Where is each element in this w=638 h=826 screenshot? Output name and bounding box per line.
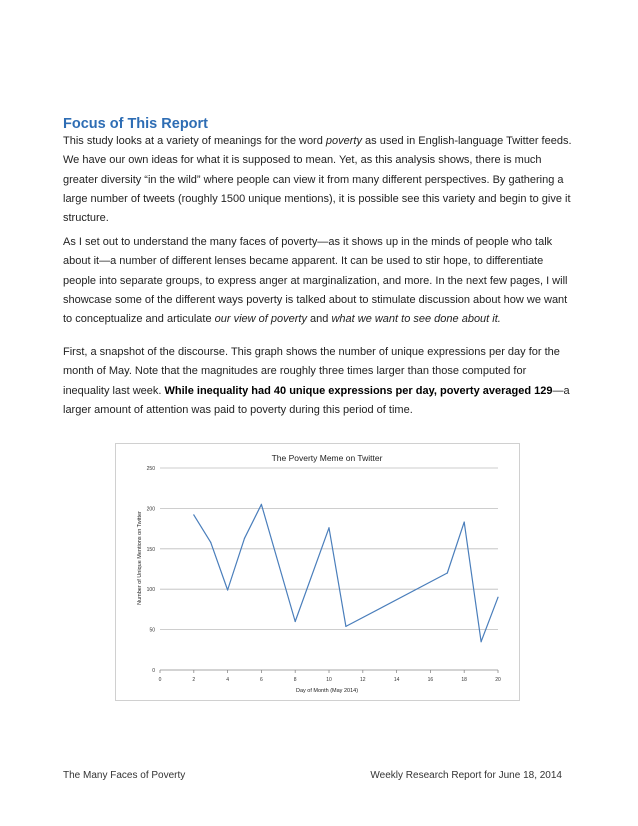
axes bbox=[160, 670, 498, 673]
data-point bbox=[328, 527, 329, 528]
data-point bbox=[447, 572, 448, 573]
emphasis-view-of-poverty: our view of poverty bbox=[214, 313, 307, 326]
x-tick-label: 14 bbox=[393, 677, 400, 683]
data-point bbox=[497, 597, 498, 598]
text-run: and bbox=[306, 313, 332, 326]
x-tick-label: 10 bbox=[326, 677, 332, 683]
data-point bbox=[345, 626, 346, 627]
text-run: as used in English-language Twitter feeds. We have our own ideas for what it is supposed to mean. Yet, as this analysis shows, there is much greater diversity “in the wild” where people can view it from many different perspectives. By gathering a large number of tweets (roughly 1500 unique mentions), it is possible see this variety and begin to give it structure. bbox=[63, 135, 572, 225]
bold-comparison: While inequality had 40 unique expressions per day, poverty averaged 129 bbox=[164, 384, 553, 397]
section-heading: Focus of This Report bbox=[63, 116, 208, 132]
emphasis-what-done: what we want to see done about it. bbox=[331, 313, 501, 326]
footer-report-date: Weekly Research Report for June 18, 2014 bbox=[370, 770, 562, 781]
chart-title: The Poverty Meme on Twitter bbox=[271, 453, 383, 463]
series-line-mentions bbox=[194, 504, 498, 641]
paragraph-lenses bbox=[63, 233, 575, 329]
text-run: —a larger amount of attention was paid to poverty during this period of time. bbox=[63, 384, 570, 416]
y-tick-label: 100 bbox=[146, 587, 155, 594]
x-tick-label: 2 bbox=[192, 677, 196, 683]
text-run: As I set out to understand the many faces of poverty—as it shows up in the minds of people who talk about it—a number of different lenses became apparent. It can be used to stir hope, to differentiate people into separate groups, to express anger at marginalization, and more. In the next few pages, I will showcase some of the different ways poverty is talked about to stimulate discussion about how we want to conceptualize and articulate bbox=[63, 236, 568, 326]
x-tick-label: 4 bbox=[226, 677, 229, 683]
chart-canvas bbox=[116, 444, 519, 700]
data-point bbox=[210, 542, 211, 543]
data-point bbox=[481, 641, 482, 642]
poverty-line-chart bbox=[115, 443, 520, 701]
paragraph-snapshot bbox=[63, 343, 575, 420]
data-point bbox=[295, 621, 296, 622]
x-tick-label: 6 bbox=[260, 677, 263, 683]
y-tick-label: 200 bbox=[146, 506, 155, 513]
footer-report-title: The Many Faces of Poverty bbox=[63, 770, 186, 781]
y-tick-label: 0 bbox=[152, 668, 155, 674]
x-tick-label: 18 bbox=[461, 677, 467, 683]
data-point bbox=[261, 504, 262, 505]
text-run: First, a snapshot of the discourse. This graph shows the number of unique expressions per day for the month of May. Note that the magnitudes are roughly three times larger than those computed for inequality last week. bbox=[63, 346, 560, 397]
data-point bbox=[193, 514, 194, 515]
gridlines bbox=[160, 468, 498, 630]
data-point bbox=[227, 589, 228, 590]
y-tick-label: 50 bbox=[149, 627, 155, 634]
tick-labels bbox=[147, 466, 501, 683]
x-tick-label: 0 bbox=[158, 677, 162, 683]
y-tick-label: 150 bbox=[146, 546, 155, 553]
text-run: This study looks at a variety of meanings for the word bbox=[63, 135, 326, 147]
x-tick-label: 8 bbox=[293, 677, 297, 683]
x-axis-label: Day of Month (May 2014) bbox=[295, 688, 359, 694]
x-tick-label: 12 bbox=[360, 677, 366, 683]
data-point bbox=[244, 538, 245, 539]
series bbox=[193, 504, 498, 643]
y-tick-label: 250 bbox=[146, 466, 155, 472]
y-axis-label: Number of Unique Mentions on Twitter bbox=[137, 511, 143, 605]
paragraph-study-intro bbox=[63, 132, 575, 228]
data-point bbox=[464, 522, 465, 523]
x-tick-label: 20 bbox=[495, 677, 501, 683]
x-tick-label: 16 bbox=[427, 677, 434, 683]
emphasis-poverty: poverty bbox=[325, 135, 362, 147]
